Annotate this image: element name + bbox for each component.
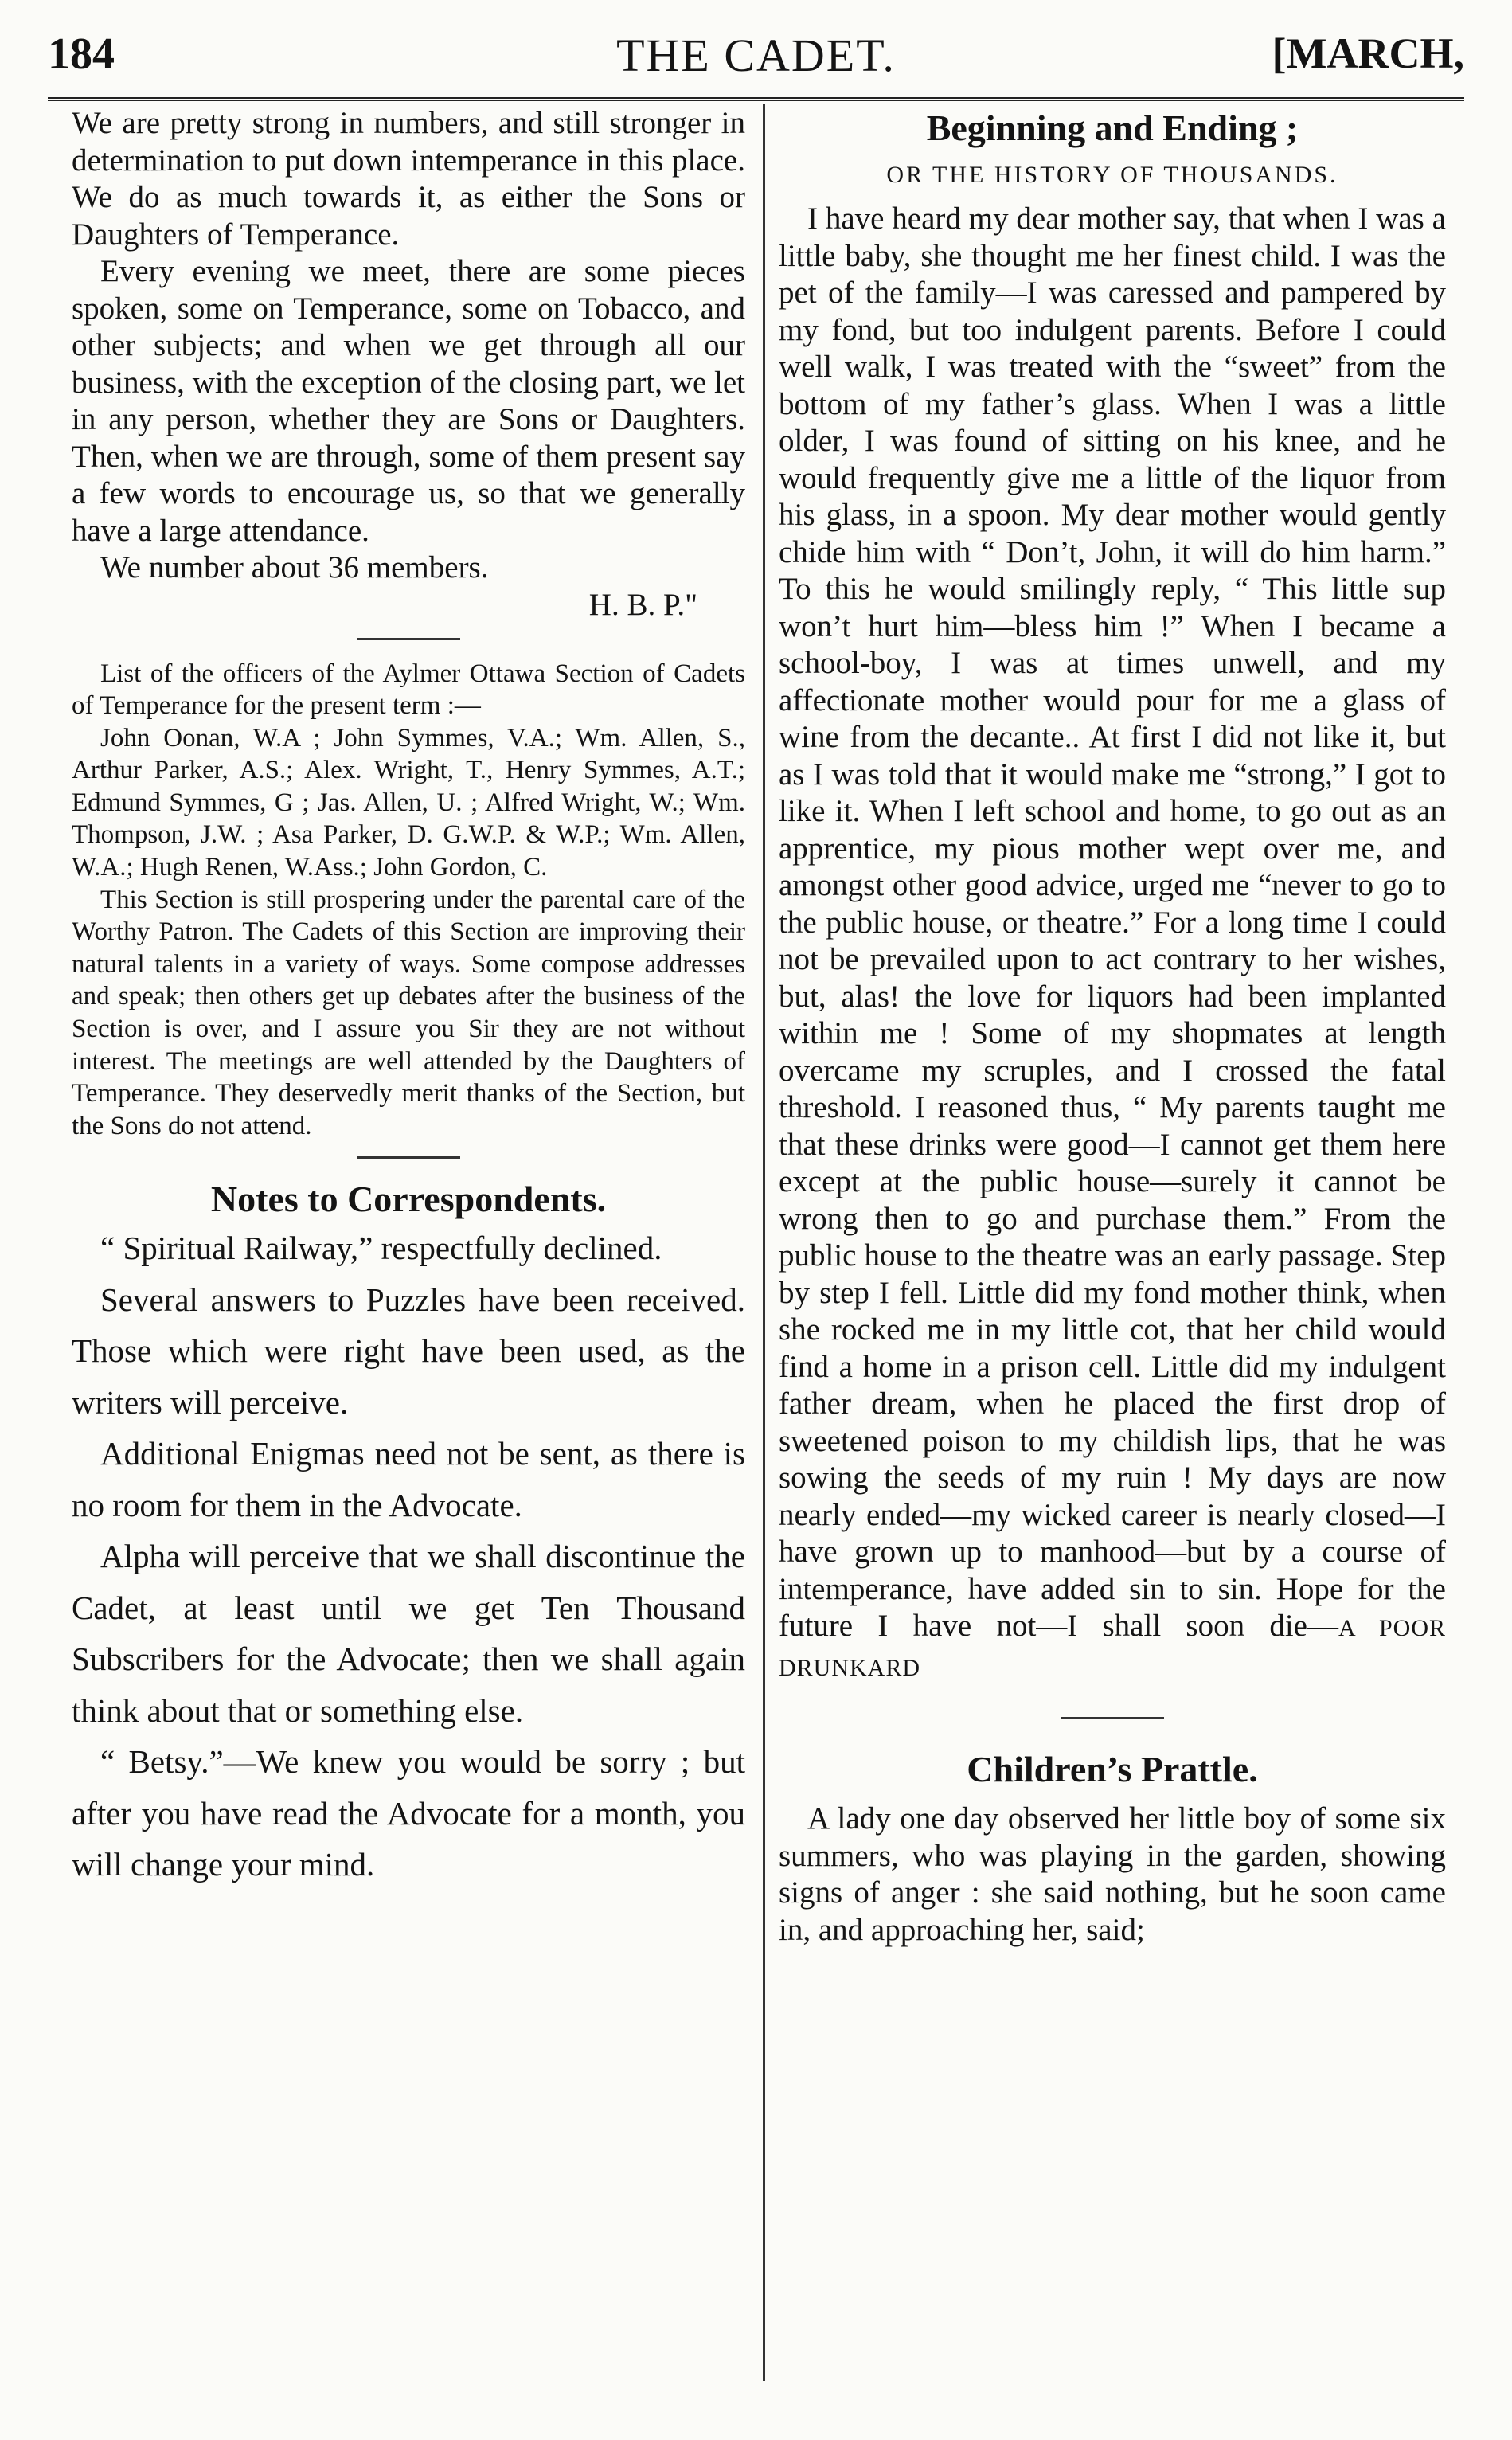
note-item: Additional Enigmas need not be sent, as there is no room for them in the Advocate.: [72, 1435, 745, 1523]
section-note: This Section is still prospering under the parental care of the Worthy Patron. The Cadets of this Section are improving their natural talents in a variety of ways. Some compose addresses and speak; then others get up debates after the business of the Section is over, and I assure you Sir they are not without interest. The meetings are well attended by the Daughters of Temperance. They deservedly merit thanks of the Section, but the Sons do not attend.: [72, 885, 745, 1140]
section-divider: [1061, 1717, 1164, 1719]
letter-paragraph-1: We are pretty strong in numbers, and still stronger in determination to put down intemperance in this place. We do as much towards it, as either the Sons or Daughters of Temperance.: [72, 106, 745, 252]
right-column: [779, 105, 1446, 1949]
page-header: [48, 29, 1464, 84]
section-divider: [357, 638, 460, 640]
page-title: THE CADET.: [616, 29, 896, 81]
note-item: “ Betsy.”—We knew you would be sorry ; but after you have read the Advocate for a month, you will change your mind.: [72, 1743, 745, 1883]
letter-paragraph-2: Every evening we meet, there are some pieces spoken, some on Temperance, some on Tobacco, and other subjects; and when we get through all our business, with the exception of the closing part, we let in any person, whether they are Sons or Daughters. Then, when we are through, some of them present say a few words to encourage us, so that we generally have a large attendance.: [72, 254, 745, 548]
note-item: Several answers to Puzzles have been received. Those which were right have been used, as the writers will perceive.: [72, 1281, 745, 1421]
story-signature: A POOR DRUNKARD: [779, 1615, 1446, 1681]
letter-paragraph-3: We number about 36 members.: [100, 550, 489, 585]
note-item: Alpha will perceive that we shall discontinue the Cadet, at least until we get Ten Thousand Subscribers for the Advocate; then we shall again think about that or something else.: [72, 1538, 745, 1729]
story-body: I have heard my dear mother say, that when I was a little baby, she thought me her finest child. I was the pet of the family—I was caressed and pampered by my fond, but too indulgent parents. Before I could well walk, I was treated with the “sweet” from the bottom of my father’s glass. When I was a little older, I was found of sitting on his knee, and he would frequently give me a little of the liquor from his glass, in a spoon. My dear mother would gently chide him with “ Don’t, John, it will do him harm.” To this he would smilingly reply, “ This little sup won’t hurt him—bless him !” When I became a school-boy, I was at times unwell, and my affectionate mother would pour for me a glass of wine from the decante.. At first I did not like it, but as I was told that it would make me “strong,” I got to like it. When I left school and home, to go out as an apprentice, my pious mother wept over me, and amongst other good advice, urged me “never to go to the public house, or theatre.” For a long time I could not be prevailed upon to act contrary to her wishes, but, alas! the love for liquors had been implanted within me ! Some of my shopmates at length overcame my scruples, and I crossed the fatal threshold. I reasoned thus, “ My parents taught me that these drinks were good—I cannot get them here except at the public house—surely it cannot be wrong then to go and purchase them.” From the public house to the theatre was an early passage. Step by step I fell. Little did my fond mother think, when she rocked me in my little cot, that her child would find a home in a prison cell. Little did my indulgent father dream, when he placed the first drop of sweetened poison to my childish lips, that he was sowing the seeds of my ruin ! My days are now nearly ended—my wicked career is nearly closed—I have grown up to manhood—but by a course of intemperance, have added sin to sin. Hope for the future I have not—I shall soon die—: [779, 201, 1446, 1643]
prattle-heading: Children’s Prattle.: [967, 1749, 1258, 1789]
left-column: [72, 105, 745, 1891]
officers-intro: List of the officers of the Aylmer Ottawa Section of Cadets of Temperance for the present term :—: [72, 659, 745, 721]
header-rule: [48, 84, 1464, 101]
note-item: “ Spiritual Railway,” respectfully declined.: [100, 1230, 662, 1267]
notes-list: [72, 1222, 745, 1891]
notes-heading: Notes to Correspondents.: [210, 1179, 607, 1220]
month-label: [MARCH,: [1272, 29, 1464, 77]
officers-list: John Oonan, W.A ; John Symmes, V.A.; Wm. Allen, S., Arthur Parker, A.S.; Alex. Wright, T., Henry Symmes, A.T.; Edmund Symmes, G ; Jas. Allen, U. ; Alfred Wright, W.; Wm. Thompson, J.W. ; Asa Parker, D. G.W.P. & W.P.; Wm. Allen, W.A.; Hugh Renen, W.Ass.; John Gordon, C.: [72, 723, 745, 882]
column-divider: [763, 104, 765, 2381]
section-divider: [357, 1156, 460, 1159]
page-number: 184: [48, 29, 115, 79]
story-subtitle: OR THE HISTORY OF THOUSANDS.: [886, 162, 1338, 188]
prattle-text: A lady one day observed her little boy of some six summers, who was playing in the garden, showing signs of anger : she said nothing, but he soon came in, and approaching her, said;: [779, 1801, 1446, 1947]
story-title: Beginning and Ending ;: [926, 108, 1299, 148]
story-text: [779, 201, 1446, 1687]
letter-signature: H. B. P.": [588, 587, 697, 622]
